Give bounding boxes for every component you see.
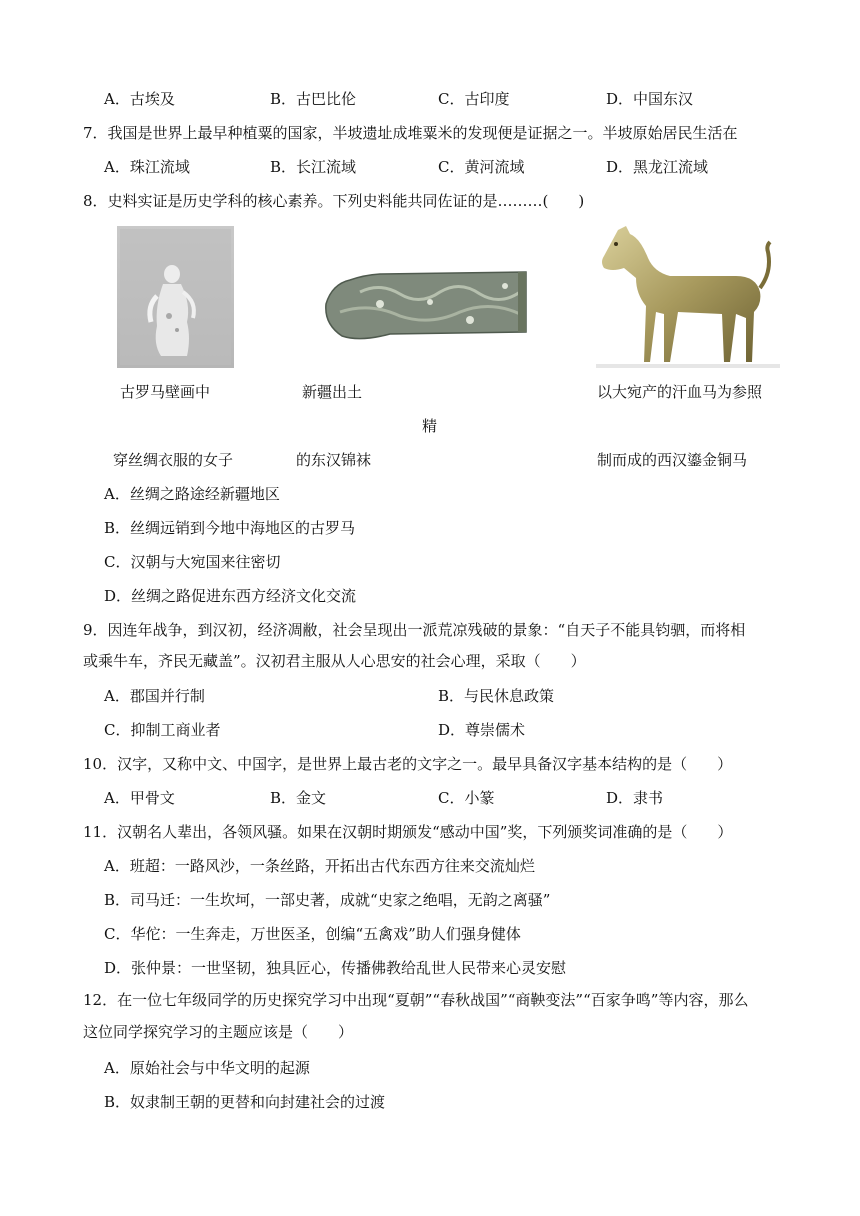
caption-sock-line2: 精 [422,417,438,435]
caption-fresco-line1: 古罗马壁画中 [120,383,211,401]
q7-option-a: A．珠江流域 [104,158,190,176]
caption-fresco-line2: 穿丝绸衣服的女子 [113,451,234,469]
q9-option-d: D．尊崇儒术 [438,721,526,739]
q7-option-b: B．长江流域 [270,158,357,176]
q12-option-a: A．原始社会与中华文明的起源 [104,1059,310,1077]
q10-option-d: D．隶书 [606,789,664,807]
q9-option-a: A．郡国并行制 [104,687,205,705]
q7-stem: 7．我国是世界上最早种植粟的国家，半坡遗址成堆粟米的发现便是证据之一。半坡原始居民生活在 [83,124,738,142]
q11-option-c: C．华佗：一生奔走，万世医圣，创编“五禽戏”助人们强身健体 [104,925,521,943]
q7-option-d: D．黑龙江流域 [606,158,709,176]
q8-option-b: B．丝绸远销到今地中海地区的古罗马 [104,519,356,537]
q11-option-b: B．司马迁：一生坎坷，一部史著，成就“史家之绝唱，无韵之离骚” [104,891,551,909]
q12-stem-line1: 12．在一位七年级同学的历史探究学习中出现“夏朝”“春秋战国”“商鞅变法”“百家争鸣”等内容，那么 [83,991,749,1009]
caption-horse-line1: 以大宛产的汗血马为参照 [597,383,763,401]
q9-option-c: C．抑制工商业者 [104,721,221,739]
q9-option-b: B．与民休息政策 [438,687,555,705]
q8-option-c: C．汉朝与大宛国来往密切 [104,553,281,571]
q8-option-a: A．丝绸之路途经新疆地区 [104,485,280,503]
q8-option-d: D．丝绸之路促进东西方经济文化交流 [104,587,357,605]
q6-option-b: B．古巴比伦 [270,90,357,108]
q9-stem-line2: 或乘牛车，齐民无藏盖”。汉初君主服从人心思安的社会心理，采取（ ） [83,652,586,670]
q8-stem: 8．史料实证是历史学科的核心素养。下列史料能共同佐证的是………( ) [83,192,585,210]
q7-option-c: C．黄河流域 [438,158,525,176]
q11-stem: 11．汉朝名人辈出，各领风骚。如果在汉朝时期颁发“感动中国”奖，下列颁奖词准确的是（ ） [83,823,733,841]
caption-horse-line2: 制而成的西汉鎏金铜马 [597,451,748,469]
han-brocade-sock-image [320,262,532,350]
q11-option-a: A．班超：一路风沙，一条丝路，开拓出古代东西方往来交流灿烂 [104,857,535,875]
roman-fresco-image [117,226,234,368]
q6-option-d: D．中国东汉 [606,90,694,108]
q10-option-a: A．甲骨文 [104,789,175,807]
q10-stem: 10．汉字，又称中文、中国字，是世界上最古老的文字之一。最早具备汉字基本结构的是（ ） [83,755,733,773]
q9-stem-line1: 9．因连年战争，到汉初，经济凋敝，社会呈现出一派荒凉残破的景象：“自天子不能具钧驷，而将相 [83,621,746,639]
q6-option-c: C．古印度 [438,90,510,108]
q12-stem-line2: 这位同学探究学习的主题应该是（ ） [83,1023,354,1041]
q10-option-c: C．小篆 [438,789,495,807]
q11-option-d: D．张仲景：一世坚韧，独具匠心，传播佛教给乱世人民带来心灵安慰 [104,959,567,977]
q12-option-b: B．奴隶制王朝的更替和向封建社会的过渡 [104,1093,386,1111]
q10-option-b: B．金文 [270,789,327,807]
gilt-bronze-horse-image [596,222,780,372]
q6-option-a: A．古埃及 [104,90,175,108]
caption-sock-line1: 新疆出土 [302,383,363,401]
caption-sock-line3: 的东汉锦袜 [296,451,372,469]
